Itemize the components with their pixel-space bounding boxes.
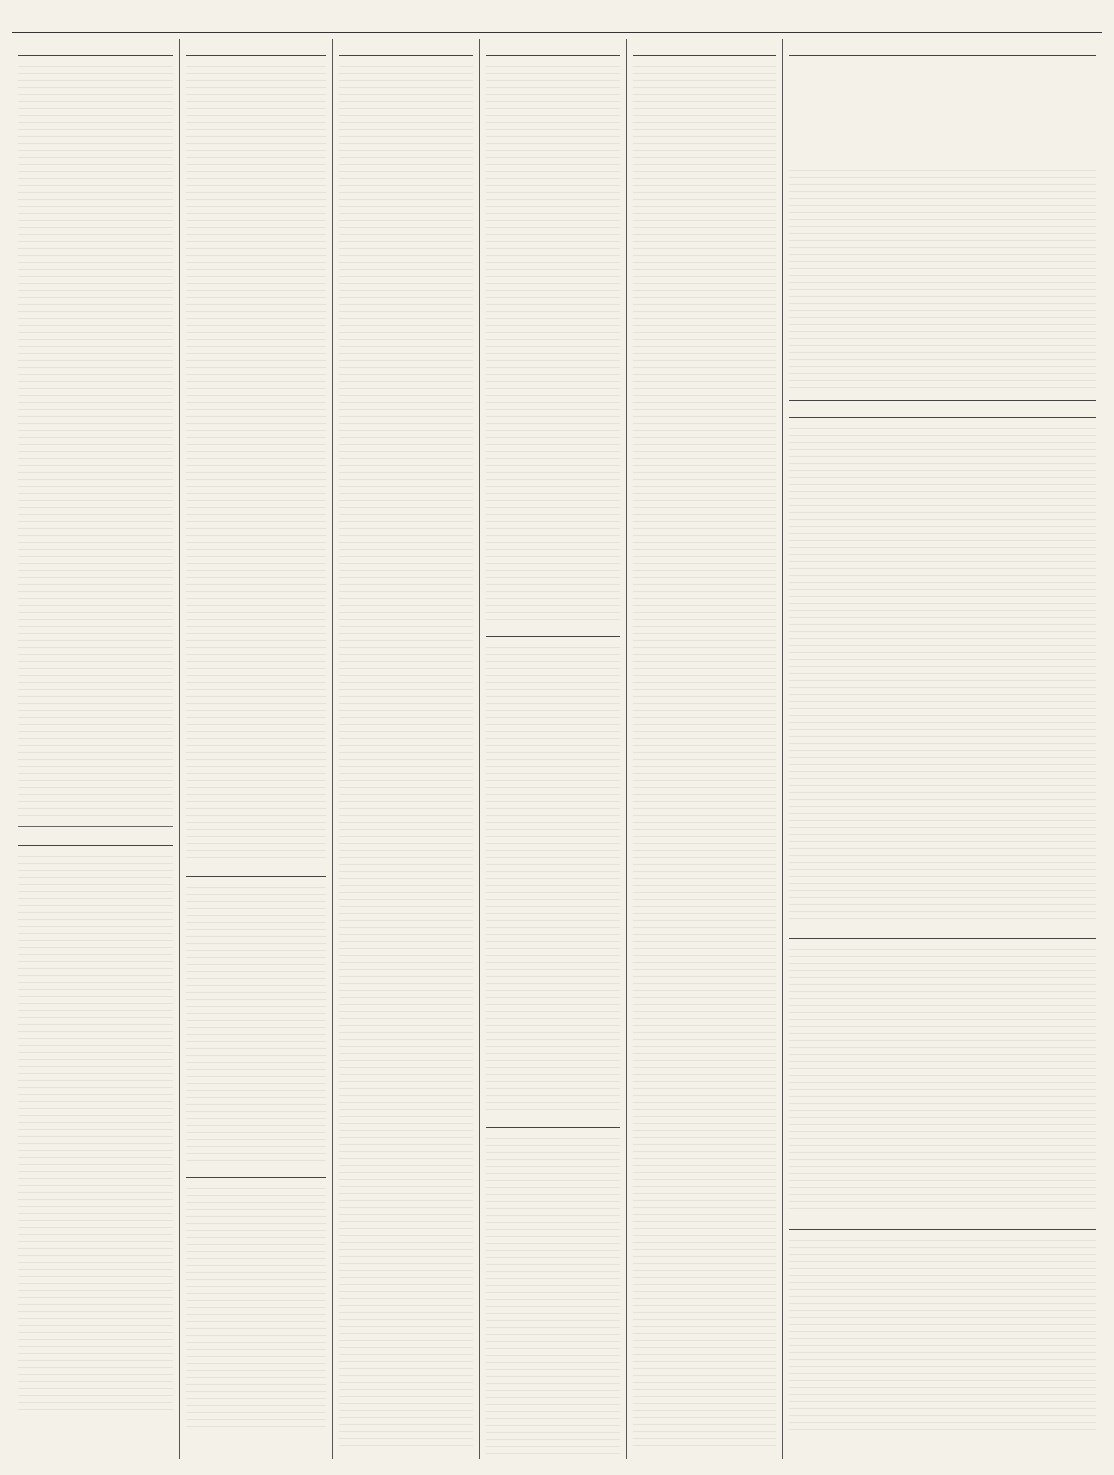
section-heading — [486, 1115, 620, 1128]
text-column-body — [18, 850, 173, 1410]
text-column-body — [186, 1182, 326, 1432]
text-column-body — [633, 60, 777, 1450]
section-rule — [18, 826, 173, 827]
section-heading — [186, 1165, 326, 1178]
section-heading — [186, 43, 326, 56]
section-heading — [339, 43, 473, 56]
column-1 — [12, 39, 180, 1459]
section-heading — [789, 43, 1096, 56]
masthead — [12, 10, 1102, 33]
section-heading — [486, 43, 620, 56]
dispensary-product-list — [789, 164, 1096, 390]
column-2 — [180, 39, 333, 1459]
text-column-body — [789, 1234, 1096, 1434]
section-heading — [186, 864, 326, 877]
text-column-body — [18, 60, 173, 820]
text-column-body — [186, 881, 326, 1161]
text-column-body — [186, 60, 326, 860]
text-column-body — [486, 60, 620, 620]
column-5 — [627, 39, 784, 1459]
dispensary-advert — [789, 60, 1096, 401]
text-column-body — [486, 641, 620, 1111]
text-column-body — [789, 943, 1096, 1213]
section-heading — [18, 43, 173, 56]
column-4 — [480, 39, 627, 1459]
section-heading — [789, 926, 1096, 939]
column-3 — [333, 39, 480, 1459]
text-column-body — [789, 422, 1096, 922]
text-column-body — [339, 60, 473, 1450]
section-heading — [18, 833, 173, 846]
column-grid — [12, 39, 1102, 1459]
section-heading — [633, 43, 777, 56]
section-heading — [789, 1217, 1096, 1230]
text-column-body — [486, 1132, 620, 1459]
section-heading — [486, 624, 620, 637]
section-heading — [789, 405, 1096, 418]
column-6 — [783, 39, 1102, 1459]
